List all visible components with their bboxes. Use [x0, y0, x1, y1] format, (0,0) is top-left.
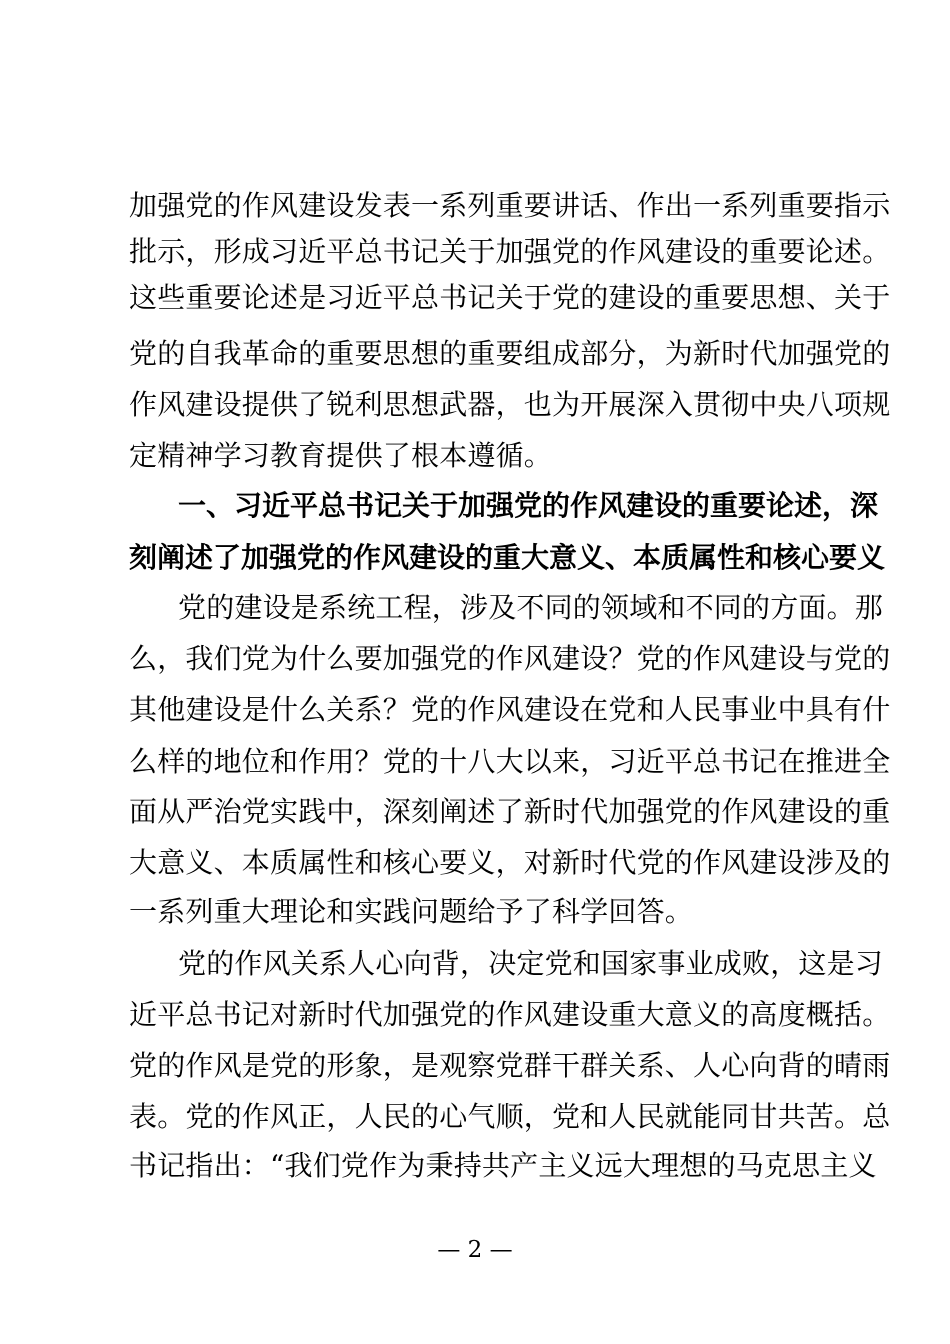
paragraph-line: 么，我们党为什么要加强党的作风建设？党的作风建设与党的 [129, 642, 891, 675]
paragraph-line: 党的建设是系统工程，涉及不同的领域和不同的方面。那 [178, 591, 884, 624]
paragraph-line: 定精神学习教育提供了根本遵循。 [129, 439, 553, 472]
paragraph-line: 大意义、本质属性和核心要义，对新时代党的作风建设涉及的 [129, 846, 891, 879]
paragraph-line: 其他建设是什么关系？党的作风建设在党和人民事业中具有什 [129, 693, 891, 726]
paragraph-line: 党的作风是党的形象，是观察党群干群关系、人心向背的晴雨 [129, 1049, 891, 1082]
paragraph-line: 表。党的作风正，人民的心气顺，党和人民就能同甘共苦。总 [129, 1100, 891, 1133]
section-heading-line: 刻阐述了加强党的作风建设的重大意义、本质属性和核心要义 [129, 541, 886, 574]
paragraph-line: 批示，形成习近平总书记关于加强党的作风建设的重要论述。 [129, 235, 891, 268]
section-heading-line: 一、习近平总书记关于加强党的作风建设的重要论述，深 [178, 489, 879, 522]
paragraph-line: 面从严治党实践中，深刻阐述了新时代加强党的作风建设的重 [129, 795, 891, 828]
paragraph-line: 加强党的作风建设发表一系列重要讲话、作出一系列重要指示 [129, 189, 891, 222]
paragraph-line: 作风建设提供了锐利思想武器，也为开展深入贯彻中央八项规 [129, 388, 891, 421]
paragraph-line: 近平总书记对新时代加强党的作风建设重大意义的高度概括。 [129, 998, 891, 1031]
paragraph-line: 党的作风关系人心向背，决定党和国家事业成败，这是习 [178, 947, 884, 980]
paragraph-line: 党的自我革命的重要思想的重要组成部分，为新时代加强党的 [129, 337, 891, 370]
paragraph-line: 这些重要论述是习近平总书记关于党的建设的重要思想、关于 [129, 281, 891, 314]
paragraph-line: 么样的地位和作用？党的十八大以来，习近平总书记在推进全 [129, 745, 891, 778]
page-number: — 2 — [437, 1237, 513, 1263]
paragraph-line: 书记指出：“我们党作为秉持共产主义远大理想的马克思主义 [129, 1149, 877, 1182]
paragraph-line: 一系列重大理论和实践问题给予了科学回答。 [129, 895, 694, 928]
